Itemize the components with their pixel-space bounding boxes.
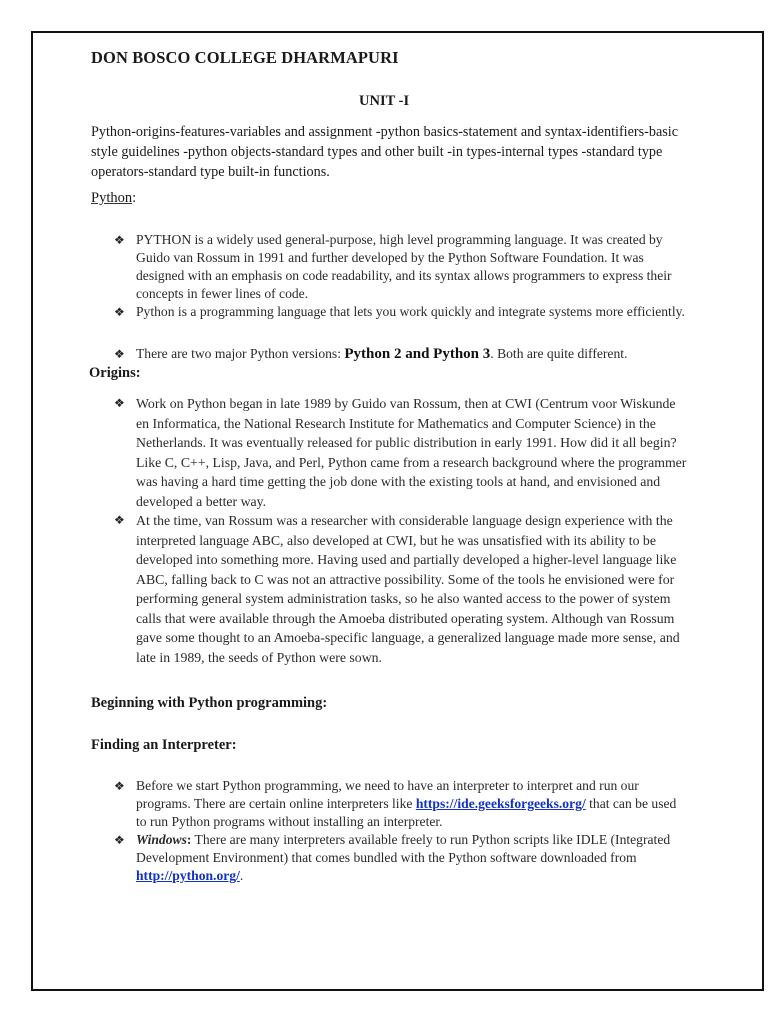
diamond-bullet-icon: ❖: [114, 347, 125, 361]
list-item: ❖ Windows: There are many interpreters available freely to run Python scripts like IDLE (Integrated Development Environment) that comes bundled with the Python software downloaded from http://python.org/.: [114, 832, 671, 883]
diamond-bullet-icon: ❖: [114, 305, 125, 319]
origins-bullet-list: [0, 394, 688, 667]
diamond-bullet-icon: ❖: [114, 833, 125, 847]
list-item: ❖ PYTHON is a widely used general-purpose, high level programming language. It was created by Guido van Rossum in 1991 and further developed by the Python Software Foundation. It was designed with an emphasis on code readability, and its syntax allows programmers to express their concepts in fewer lines of code.: [114, 232, 672, 301]
diamond-bullet-icon: ❖: [114, 779, 125, 793]
unit-title: UNIT -I: [359, 93, 410, 109]
list-item: ❖ Work on Python began in late 1989 by Guido van Rossum, then at CWI (Centrum voor Wiskunde en Informatica, the National Research Institute for Mathematics and Computer Science) in the Netherlands. It was eventually released for public distribution in early 1991. How did it all begin? Like C, C++, Lisp, Java, and Perl, Python came from a research background where the programmer was having a hard time getting the job done with the existing tools at hand, and envisioned and developed a better way.: [114, 396, 687, 509]
python-heading: Python:: [91, 190, 137, 206]
college-title: DON BOSCO COLLEGE DHARMAPURI: [91, 48, 399, 67]
beginning-heading: Beginning with Python programming:: [91, 695, 328, 711]
syllabus-intro: Python-origins-features-variables and assignment -python basics-statement and syntax-identifiers-basic style guidelines -python objects-standard types and other built -in types-internal types -standard type operators-standard type built-in functions.: [91, 124, 679, 180]
python-versions-list: [0, 345, 688, 363]
interpreter-heading: Finding an Interpreter:: [91, 737, 237, 753]
origins-heading: Origins:: [89, 365, 141, 381]
geeksforgeeks-link[interactable]: https://ide.geeksforgeeks.org/: [415, 796, 586, 811]
interpreter-bullet-list: [0, 777, 688, 885]
diamond-bullet-icon: ❖: [114, 396, 125, 410]
diamond-bullet-icon: ❖: [114, 513, 125, 527]
python-org-link[interactable]: http://python.org/: [136, 868, 240, 883]
python-bullet-list: [0, 231, 688, 321]
list-item: ❖ Python is a programming language that lets you work quickly and integrate systems more efficiently.: [114, 304, 685, 319]
diamond-bullet-icon: ❖: [114, 233, 125, 247]
python-heading-text: Python: [91, 190, 133, 206]
list-item: ❖ Before we start Python programming, we need to have an interpreter to interpret and run our programs. There are certain online interpreters like https://ide.geeksforgeeks.org/ that can be used to run Python programs without installing an interpreter.: [114, 778, 677, 829]
list-item: ❖ There are two major Python versions: Python 2 and Python 3. Both are quite different.: [114, 346, 628, 362]
list-item: ❖ At the time, van Rossum was a researcher with considerable language design experience with the interpreted language ABC, also developed at CWI, but he was unsatisfied with its ability to be developed into something more. Having used and partially developed a higher-level language like ABC, falling back to C was not an attractive possibility. Some of the tools he envisioned were for performing general system administration tasks, so he also wanted access to the power of system calls that were available through the Amoeba distributed operating system. Although van Rossum gave some thought to an Amoeba-specific language, a generalized language made more sense, and late in 1989, the seeds of Python were sown.: [114, 513, 680, 665]
